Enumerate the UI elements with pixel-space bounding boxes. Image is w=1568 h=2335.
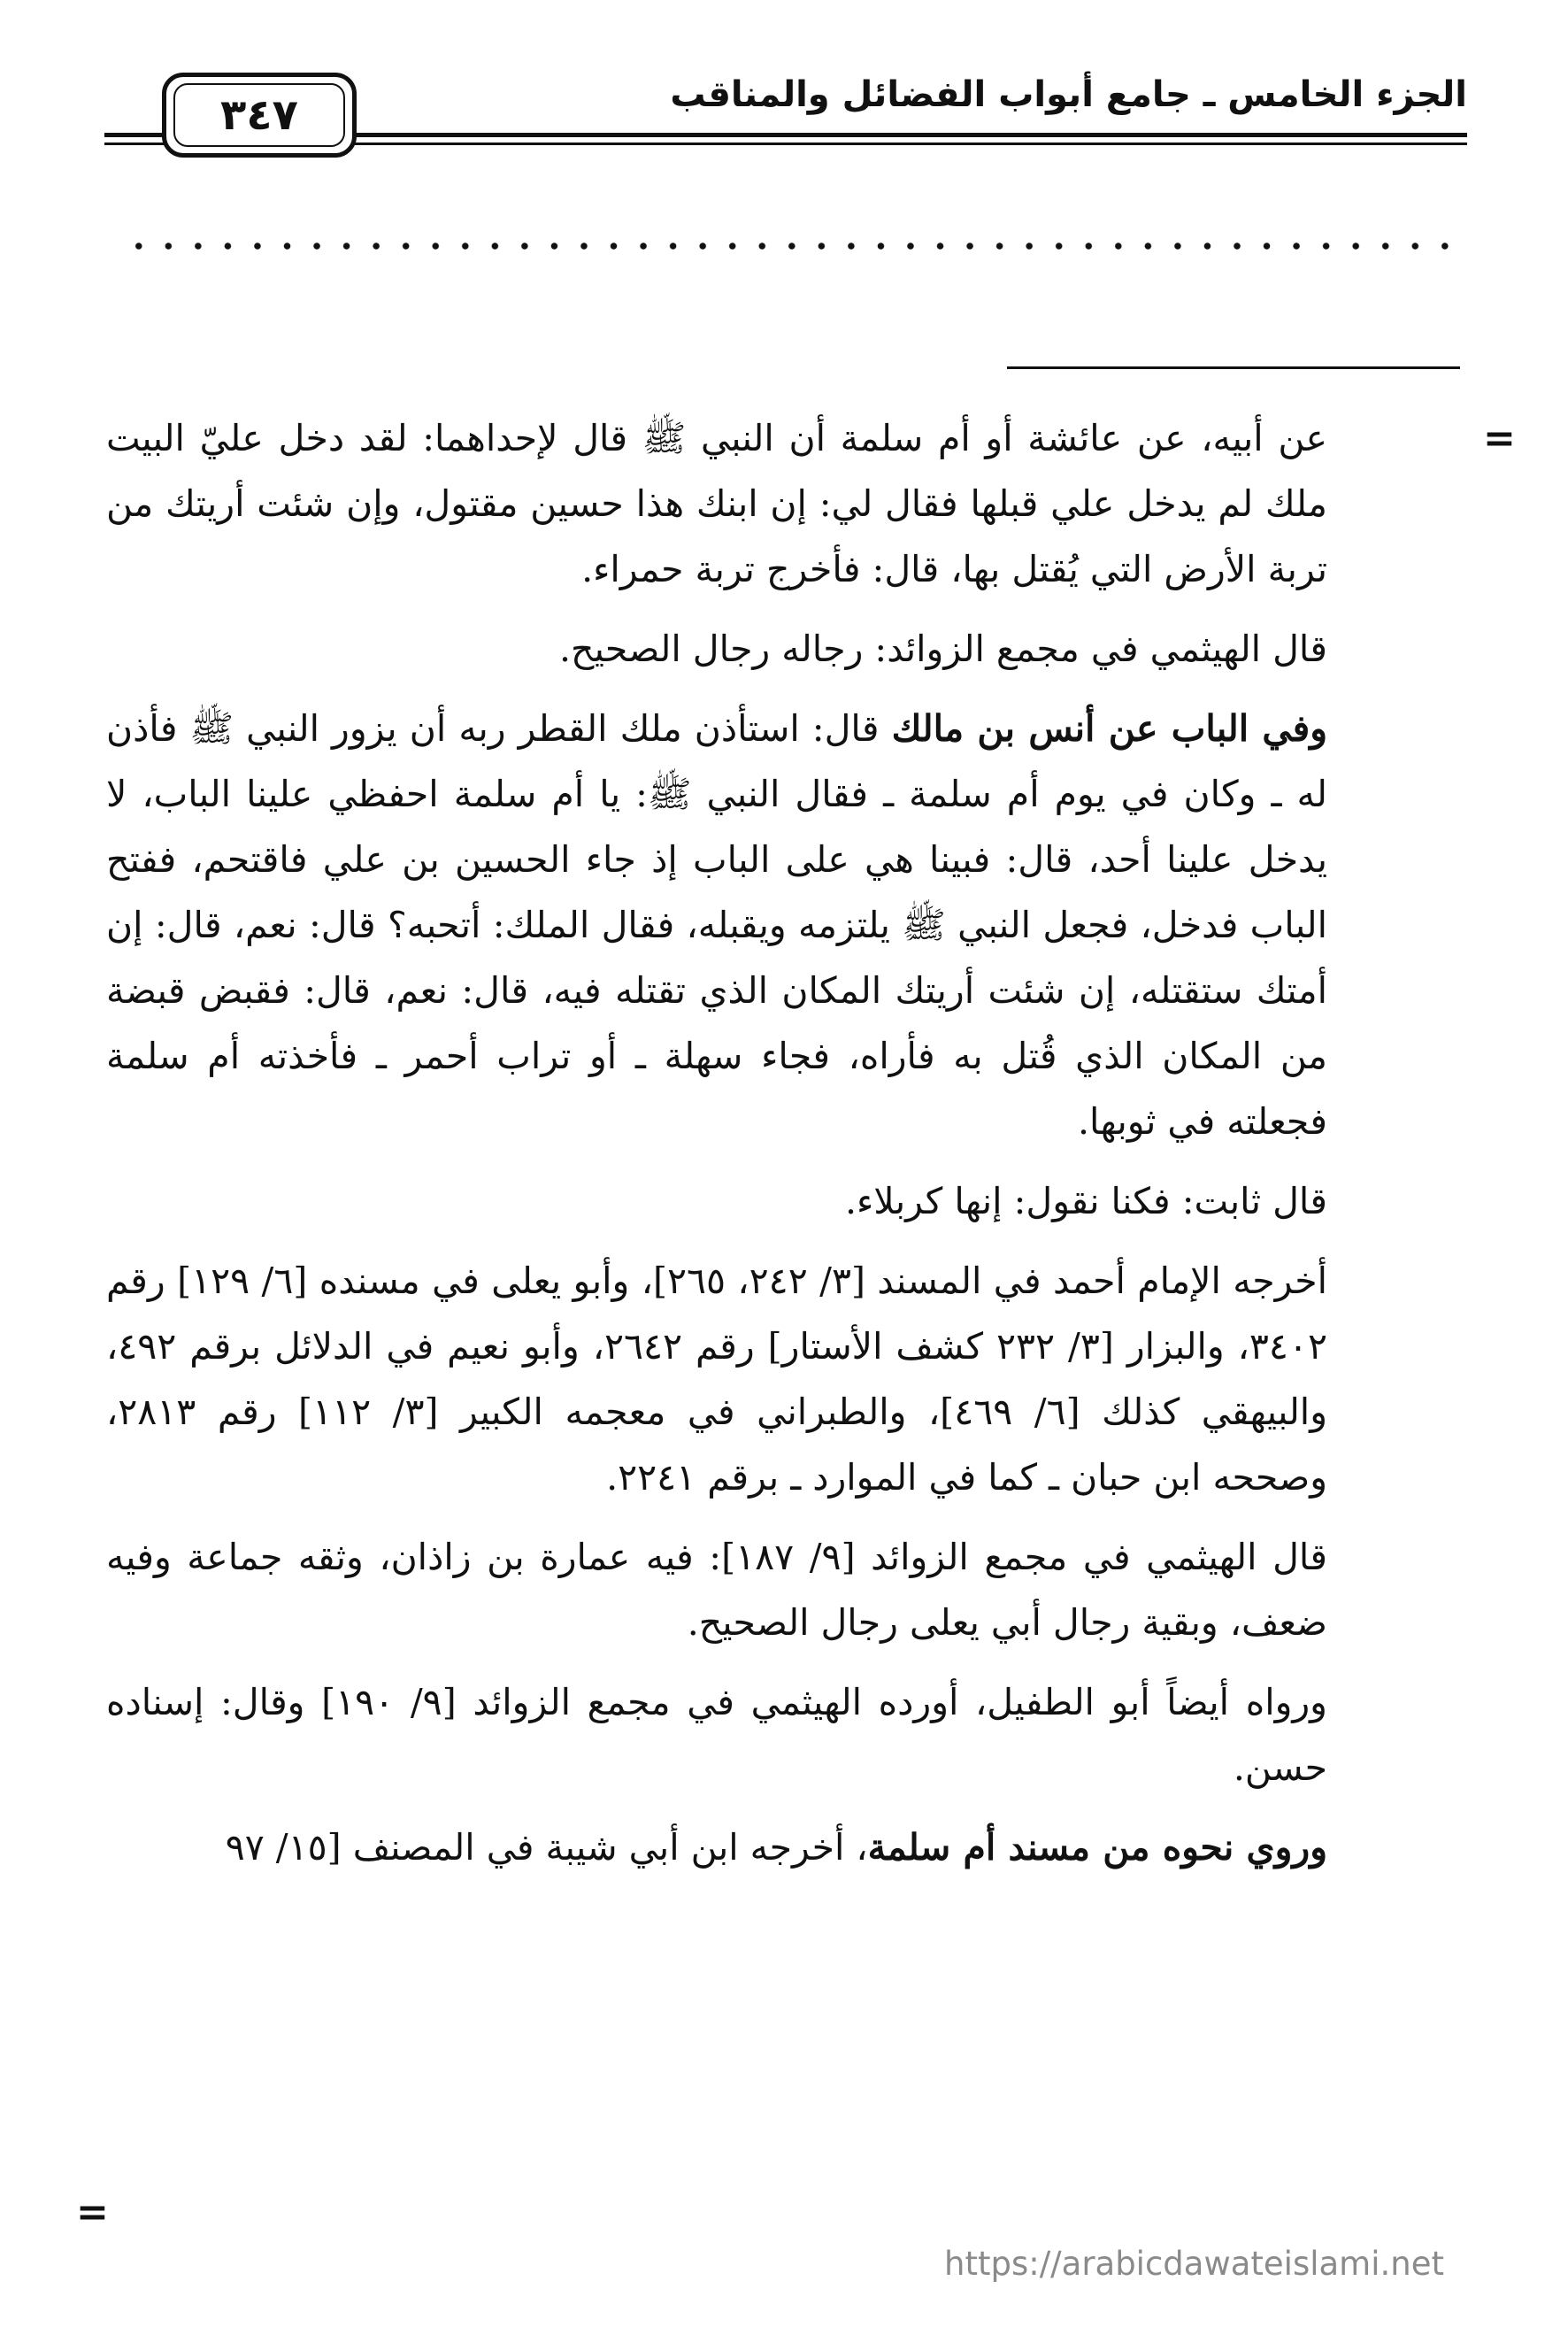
- paragraph-4-text: قال ثابت: فكنا نقول: إنها كربلاء.: [845, 1180, 1327, 1222]
- paragraph-1: [106, 405, 1327, 602]
- page-number-frame: [162, 73, 357, 158]
- running-header-title: الجزء الخامس ـ جامع أبواب الفضائل والمناقب: [670, 74, 1467, 115]
- paragraph-1-text: عن أبيه، عن عائشة أو أم سلمة أن النبي ﷺ قال لإحداهما: لقد دخل عليّ البيت ملك لم يدخل علي قبلها فقال لي: إن ابنك هذا حسين مقتول، وإن شئت أريتك من تربة الأرض التي يُقتل بها، قال: فأخرج تربة حمراء.: [106, 417, 1327, 590]
- footnote-text: [106, 405, 1327, 1894]
- paragraph-8-bold-lead: وروي نحوه من مسند أم سلمة: [867, 1826, 1327, 1869]
- paragraph-6: [106, 1524, 1327, 1655]
- watermark-url: https://arabicdawateislami.net: [944, 2245, 1444, 2283]
- paragraph-6-text: قال الهيثمي في مجمع الزوائد [٩/ ١٨٧]: فيه عمارة بن زاذان، وثقه جماعة وفيه ضعف، وبقية رجال أبي يعلى رجال الصحيح.: [106, 1536, 1327, 1644]
- continuation-mark-bottom: =: [76, 2190, 109, 2235]
- paragraph-7: [106, 1669, 1327, 1800]
- paragraph-8: [106, 1815, 1327, 1880]
- dotted-separator: [124, 237, 1460, 255]
- paragraph-2: [106, 616, 1327, 682]
- page-number: ٣٤٧: [173, 83, 345, 147]
- paragraph-4: [106, 1168, 1327, 1234]
- paragraph-3: [106, 696, 1327, 1154]
- paragraph-3-bold-lead: وفي الباب عن أنس بن مالك: [891, 707, 1328, 750]
- paragraph-8-text: ، أخرجه ابن أبي شيبة في المصنف [١٥/ ٩٧: [225, 1826, 868, 1869]
- page-header: [104, 62, 1467, 168]
- paragraph-7-text: ورواه أيضاً أبو الطفيل، أورده الهيثمي في مجمع الزوائد [٩/ ١٩٠] وقال: إسناده حسن.: [106, 1681, 1327, 1789]
- paragraph-2-text: قال الهيثمي في مجمع الزوائد: رجاله رجال الصحيح.: [559, 628, 1327, 670]
- paragraph-5: [106, 1248, 1327, 1510]
- footnote-rule: [1007, 366, 1460, 369]
- paragraph-3-text: قال: استأذن ملك القطر ربه أن يزور النبي ﷺ فأذن له ـ وكان في يوم أم سلمة ـ فقال النبي ﷺ: يا أم سلمة احفظي علينا الباب، لا يدخل علينا أحد، قال: فبينا هي على الباب إذ جاء الحسين بن علي فاقتحم، ففتح الباب فدخل، فجعل النبي ﷺ يلتزمه ويقبله، فقال الملك: أتحبه؟ قال: نعم، قال: إن أمتك ستقتله، إن شئت أريتك المكان الذي تقتله فيه، قال: نعم، قال: فقبض قبضة من المكان الذي قُتل به فأراه، فجاء سهلة ـ أو تراب أحمر ـ فأخذته أم سلمة فجعلته في ثوبها.: [106, 707, 1327, 1143]
- paragraph-5-text: أخرجه الإمام أحمد في المسند [٣/ ٢٤٢، ٢٦٥]، وأبو يعلى في مسنده [٦/ ١٢٩] رقم ٣٤٠٢، والبزار [٣/ ٢٣٢ كشف الأستار] رقم ٢٦٤٢، وأبو نعيم في الدلائل برقم ٤٩٢، والبيهقي كذلك [٦/ ٤٦٩]، والطبراني في معجمه الكبير [٣/ ١١٢] رقم ٢٨١٣، وصححه ابن حبان ـ كما في الموارد ـ برقم ٢٢٤١.: [106, 1260, 1328, 1499]
- continuation-mark-top: =: [1483, 416, 1516, 461]
